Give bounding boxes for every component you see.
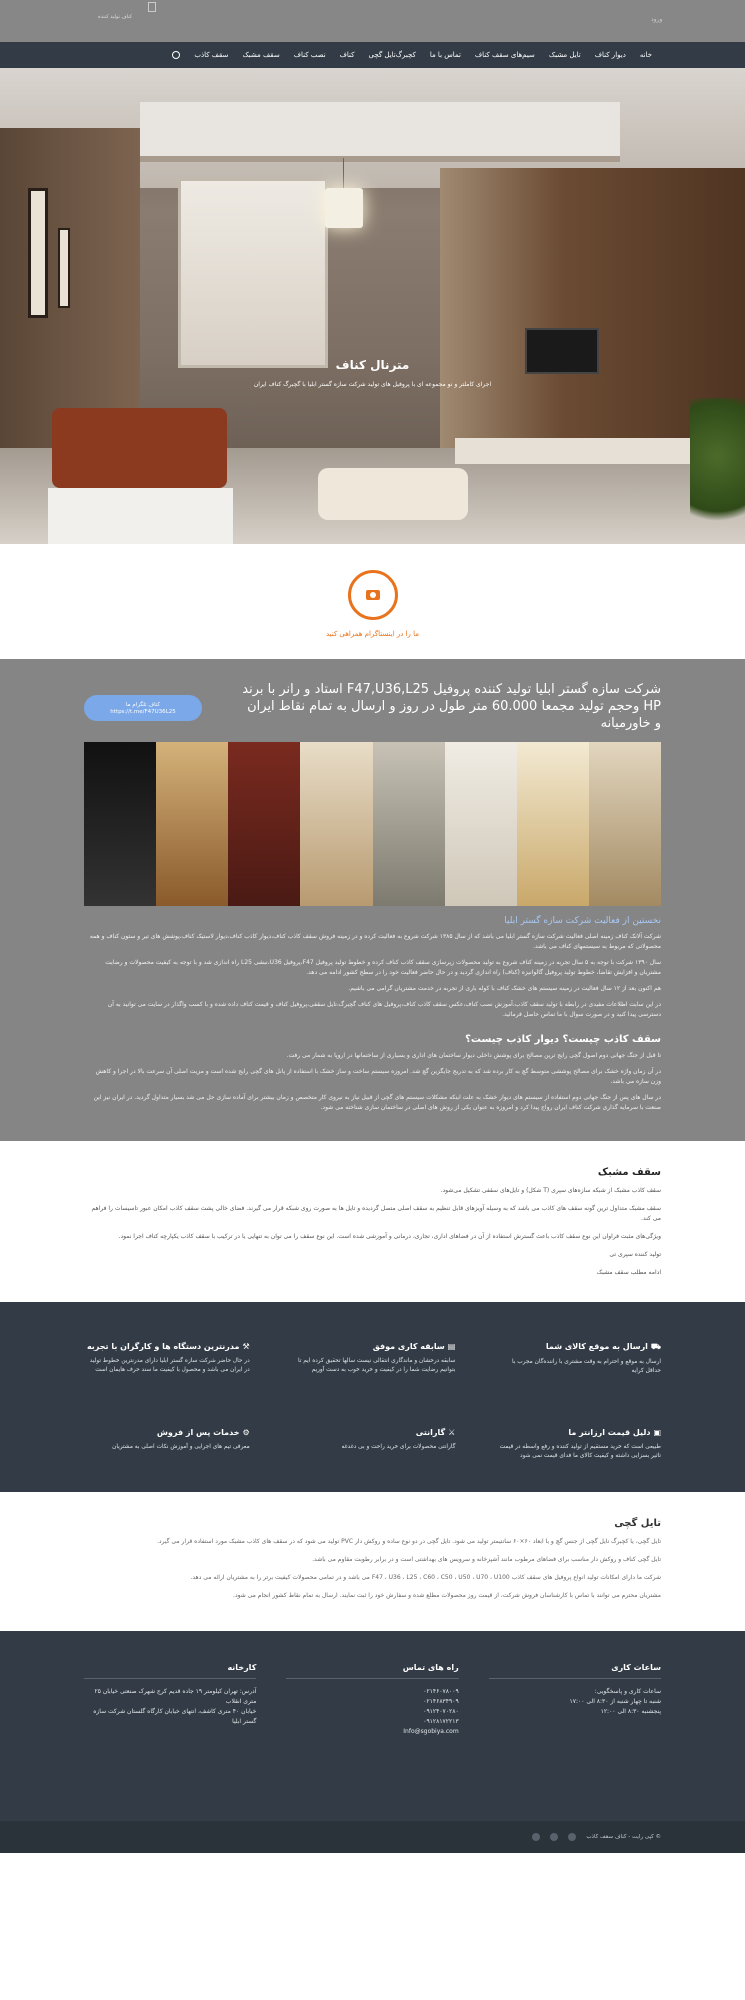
t-profile-link[interactable]: تولید کننده سپری تی xyxy=(609,1251,661,1258)
footer-text: پنجشنبه ۸:۳۰ الی ۱۲:۰۰ xyxy=(600,1708,661,1715)
hero-caption xyxy=(0,358,745,390)
company-headline-row xyxy=(84,681,661,732)
grid-ceiling-paragraph-2: سقف مشبک متداول ترین گونه سقف های کاذب می باشد که به وسیله آویزهای قابل تنظیم به سقف اصلی متصل گردیده و تایل ها به صورت روی شبکه قرار می گیرند. فضای خالی پشت سقف کاذب امکان عبور تاسیسات را فراهم می کند. xyxy=(91,1205,661,1222)
grid-ceiling-paragraph-3: ویژگی‌های مثبت فراوان این نوع سقف کاذب باعث گسترش استفاده از آن در فضاهای اداری، تجاری، درمانی و آموزشی شده است. این نوع سقف را می توان به تنهایی یا در ترکیب با سقف کاذب یکپارچه کناف اجرا نمود. xyxy=(118,1233,661,1240)
hero-window-shape xyxy=(178,178,328,368)
gypsum-tile-paragraph-3: شرکت ما دارای امکانات تولید انواع پروفیل های سقف کاذب F47 ، U36 ، L25 ، C60 ، C50 ، U50 ، U70 ، U100 می باشد و در تمامی محصولات کیفیت برتر را به مشتریان ارائه می دهد. xyxy=(190,1574,661,1581)
grid-ceiling-paragraph-1: سقف کاذب مشبک از شبکه سازه‌های سپری (T شکل) و تایل‌های سقفی تشکیل می‌شود. xyxy=(440,1187,661,1194)
feature-text: معرفی تیم های اجرایی و آموزش نکات اصلی به مشتریان xyxy=(112,1443,250,1450)
whatsapp-icon[interactable] xyxy=(532,1833,540,1841)
footer-column-title: کارخانه xyxy=(84,1663,256,1679)
login-link[interactable]: ورود xyxy=(651,16,663,23)
nav-item-false-ceiling[interactable]: سقف کاذب xyxy=(194,51,229,59)
nav-item-knauf[interactable]: کناف xyxy=(339,51,355,59)
main-navigation xyxy=(0,42,745,68)
hero-plant-shape xyxy=(690,398,745,544)
gypsum-tile-paragraph-4: مشتریان محترم می توانند با تماس با کارشناسان فروش شرکت، از قیمت روز محصولات مطلع شده و سفارش خود را ثبت نمایند. ارسال به تمام نقاط کشور انجام می شود. xyxy=(233,1592,661,1599)
feature-price xyxy=(495,1428,661,1493)
false-ceiling-question-title: سقف کاذب چیست؟ دیوار کاذب چیست؟ xyxy=(465,1034,661,1045)
support-icon: ⚙ xyxy=(242,1427,250,1437)
nav-item-grid-ceiling[interactable]: سقف مشبک xyxy=(242,51,280,59)
gallery-panel-8 xyxy=(589,742,661,906)
gallery-panel-1 xyxy=(84,742,156,906)
gallery-panel-3 xyxy=(228,742,300,906)
company-paragraph-2: سال ۱۳۹۰ شرکت با توجه به ۵ سال تجربه در زمینه کناف شروع به تولید محصولات زیرسازی سقف کاذب کناف کرده و خطوط تولید پروفیل F47،پروفیل U36،نبشی L25 راه اندازی شد و با توجه به کیفیت محصولات و رضایت مشتریان و افزایش تقاضا، خطوط تولید پروفیل گالوانیزه (کناف) راه اندازی گردید و در حال حاضر فعالیت خود را در سطح کشور ادامه می دهد. xyxy=(105,959,661,976)
company-paragraph-1: شرکت آلانک کناف زمینه اصلی فعالیت شرکت سازه گستر ابلیا می باشد که از سال ۱۳۸۵ شرکت شروع به فعالیت کرده و در زمینه فروش سقف کاذب کناف،دیوار کاذب کناف،دیوار لاستیک کناف،پوشش های تیر و ستون کناف و همه محصولاتی که مربوط به سیستمهای کناف می باشد. xyxy=(89,933,661,950)
features-section xyxy=(0,1302,745,1492)
hero-title: مترنال کناف xyxy=(335,358,410,372)
instagram-button[interactable] xyxy=(348,570,398,620)
phone-link[interactable]: ۰۹۱۲۸۱۷۲۲۱۳ xyxy=(423,1718,459,1725)
site-logo-text[interactable]: کناف تولید کننده xyxy=(98,14,133,20)
email-link[interactable]: Info@sgobiya.com xyxy=(403,1728,459,1735)
phone-link[interactable]: ۰۲۱۴۶۸۳۴۹۰۹ xyxy=(423,1698,459,1705)
hero-table-shape xyxy=(48,488,233,544)
footer xyxy=(0,1631,745,1821)
feature-text: در حال حاضر شرکت سازه گستر ابلیا دارای مدرنترین خطوط تولید در ایران می باشد و محصول با کیفیت ما سند حرف هایمان است xyxy=(89,1358,250,1373)
footer-text: شنبه تا چهار شنبه از ۸:۳۰ الی ۱۷:۰۰ xyxy=(569,1698,661,1705)
nav-item-install[interactable]: نصب کناف xyxy=(293,51,326,59)
hero-lamp-cord-shape xyxy=(343,158,344,188)
gypsum-tile-paragraph-1: تایل گچی، یا کچبرگ تایل گچی از جنس گچ و با ابعاد ۶۰×۶۰ سانتیمتر تولید می شود. تایل گچی در دو نوع ساده و روکش دار PVC تولید می شود که در سقف های کاذب مشبک مورد استفاده قرار می گیرد. xyxy=(156,1538,661,1545)
interior-gallery xyxy=(84,742,661,906)
hero-wall-frame-shape xyxy=(28,188,48,318)
top-bar xyxy=(0,0,745,42)
document-icon: ▤ xyxy=(447,1342,456,1351)
feature-support xyxy=(84,1428,250,1493)
gypsum-tile-paragraph-2: تایل گچی کناف و روکش دار مناسب برای فضاهای مرطوب مانند آشپزخانه و سرویس های بهداشتی است و در برابر رطوبت مقاوم می باشد. xyxy=(312,1556,661,1563)
feature-warranty xyxy=(290,1428,456,1493)
read-more-link[interactable]: ادامه مطلب سقف مشبک xyxy=(596,1269,661,1276)
hero-cabinet-shape xyxy=(455,438,705,464)
telegram-button-label: کناف تلگرام ما xyxy=(125,702,161,708)
feature-title: سابقه کاری موفق xyxy=(372,1342,445,1351)
nav-item-contact[interactable]: تماس با ما xyxy=(429,51,461,59)
company-paragraph-7: در سال های پس از جنگ جهانی دوم استفاده از سیستم های دیوار خشک به علت اینکه مشکلات سیستم های گچی از قبیل نیاز به نیروی کار متخصص و زمان بیشتر برای آماده سازی حل می شد بسیار متداول گردید. در ایران نیز این صنعت با سرمایه گذاری شرکت کناف ایران رواج پیدا کرد و امروزه به عنوان یکی از روش های اصلی در ساختمان سازی شناخته می شود. xyxy=(93,1094,661,1111)
hero-sofa-shape xyxy=(52,408,227,488)
gallery-panel-2 xyxy=(156,742,228,906)
gallery-panel-5 xyxy=(373,742,445,906)
telegram-button-link: https://t.me/F47U36L25 xyxy=(110,709,176,715)
telegram-button[interactable] xyxy=(84,695,202,721)
feature-text: سابقه درخشان و ماندگاری انتقالی نیست سالها تحقیق کرده ایم تا بتوانیم رضایت شما را در کیفیت و خرید خوب به دست آوریم xyxy=(298,1358,456,1373)
tag-icon: ▣ xyxy=(653,1427,661,1437)
company-intro-section xyxy=(0,659,745,1141)
footer-working-hours xyxy=(489,1663,661,1821)
nav-item-home[interactable]: خانه xyxy=(639,51,652,59)
company-paragraph-6: در آن زمان واژه خشک برای مصالح پوششی متوسط گچ به کار برده شد که به تدریج جایگزین گچ شد. امروزه سیستم ساخت و ساز خشک با استفاده از پانل های گچی رایج شده است و مزیت اصلی آن سرعت بالا در اجرا و کاهش وزن سازه می باشد. xyxy=(95,1068,661,1085)
copyright-bar xyxy=(0,1821,745,1853)
footer-text: آدرس: تهران کیلومتر ۱۹ جاده قدیم کرج شهرک صنعتی خیابان ۲۵ متری انقلاب xyxy=(94,1688,257,1705)
gallery-panel-7 xyxy=(517,742,589,906)
telegram-icon[interactable] xyxy=(568,1833,576,1841)
search-icon[interactable] xyxy=(172,51,180,59)
gallery-panel-4 xyxy=(300,742,372,906)
feature-title: دلیل قیمت ارزانتر ما xyxy=(568,1427,651,1437)
gypsum-tile-title: تایل گچی xyxy=(614,1518,661,1529)
company-paragraph-3: هم اکنون بعد از ۱۲ سال فعالیت در زمینه سیستم های خشک کناف با کوله باری از تجربه در خدمت مشتریان گرامی می باشیم. xyxy=(348,985,661,992)
feature-title: خدمات پس از فروش xyxy=(156,1427,240,1437)
hero-wall-frame-small-shape xyxy=(58,228,70,308)
feature-history xyxy=(290,1342,456,1408)
camera-icon xyxy=(366,590,380,600)
truck-icon: ⛟ xyxy=(650,1342,661,1351)
feature-title: گارانتی xyxy=(415,1427,446,1437)
phone-link[interactable]: ۰۹۱۲۴۰۷۰۲۸۰ xyxy=(423,1708,459,1715)
company-paragraph-5: تا قبل از جنگ جهانی دوم اصول گچی رایج ترین مصالح برای پوشش داخلی دیوار ساختمان های اداری و بسیاری از ساختمانها در اروپا به شمار می رفت. xyxy=(286,1052,661,1059)
shield-icon: ⚔ xyxy=(448,1427,456,1437)
feature-delivery xyxy=(495,1342,661,1408)
feature-title: ارسال به موقع کالای شما xyxy=(545,1342,648,1351)
footer-column-title: ساعات کاری xyxy=(489,1663,661,1679)
footer-text: ساعات کاری و پاسخگویی: xyxy=(594,1688,661,1695)
footer-text: خیابان ۴۰ متری کاشف، انتهای خیابان کارگاه گلستان شرکت سازه گستر ابلیا xyxy=(93,1708,257,1725)
hero-ceiling-inner-shape xyxy=(140,102,620,162)
hero-sofa-white-shape xyxy=(318,468,468,520)
instagram-label[interactable]: ما را در اینستاگرام همراهی کنید xyxy=(325,630,420,638)
logo-icon[interactable] xyxy=(148,2,156,12)
grid-ceiling-title: سقف مشبک xyxy=(597,1167,661,1178)
hero-subtitle: اجرای کاملتر و نو مجموعه ای با پروفیل های تولید شرکت سازه گستر ابلیا با گچبرگ کناف ایران xyxy=(253,381,492,388)
gypsum-tile-section xyxy=(0,1492,745,1631)
phone-link[interactable]: ۰۲۱۴۶۰۷۸۰۰۹ xyxy=(423,1688,459,1695)
feature-title: مدرنترین دستگاه ها و کارگران با تجربه xyxy=(86,1342,240,1351)
footer-factory xyxy=(84,1663,256,1821)
instagram-icon[interactable] xyxy=(550,1833,558,1841)
feature-text: گارانتی محصولات برای خرید راحت و بی دغدغه xyxy=(341,1443,456,1450)
instagram-section xyxy=(0,544,745,659)
company-headline: شرکت سازه گستر ابلیا تولید کننده پروفیل F47,U36,L25 استاد و رانر با برند HP وحجم تولید مجمعا 60.000 متر طول در روز و ارسال به تمام نقاط ایران و خاورمیانه xyxy=(242,682,661,731)
copyright-text: © کپی رایت - کناف سقف کاذب xyxy=(586,1834,661,1840)
footer-column-title: راه های تماس xyxy=(286,1663,458,1679)
tools-icon: ⚒ xyxy=(242,1342,250,1351)
footer-contact xyxy=(286,1663,458,1821)
hero-banner xyxy=(0,68,745,544)
feature-text: طبیعی است که خرید مستقیم از تولید کننده و رفع واسطه در قیمت تاثیر بسزایی داشته و کیفیت کالای ما فدای قیمت نمی شود xyxy=(499,1443,661,1459)
hero-lamp-shape xyxy=(325,188,363,228)
grid-ceiling-section xyxy=(0,1141,745,1302)
nav-item-gypsum-tile[interactable]: کچبرگ‌تایل گچی xyxy=(368,51,416,59)
feature-machines xyxy=(84,1342,250,1408)
nav-item-ceiling-wires[interactable]: سیم‌های سقف کناف xyxy=(474,51,535,59)
gallery-panel-6 xyxy=(445,742,517,906)
nav-item-grid-tile[interactable]: تایل مشبک xyxy=(548,51,581,59)
nav-item-knauf-wall[interactable]: دیوار کناف xyxy=(594,51,626,59)
company-paragraph-4: در این سایت اطلاعات مفیدی در رابطه با تولید سقف کاذب،آموزش نصب کناف،عکس سقف کاذب کناف،پروفیل های کناف گچبرگ،تایل سقفی،پروفیل کناف و قیمت کناف داده شده و با کسب واگذار در سایت می توانید به آن دسترسی پیدا کنید و در صورت سوال با ما تماس حاصل فرمائید. xyxy=(107,1001,661,1018)
feature-text: ارسال به موقع و احترام به وقت مشتری با راننده‌گان مجرب با حداقل کرایه xyxy=(512,1359,661,1374)
company-activity-title: نخستین از فعالیت شرکت سازه گستر ابلیا xyxy=(504,916,661,926)
